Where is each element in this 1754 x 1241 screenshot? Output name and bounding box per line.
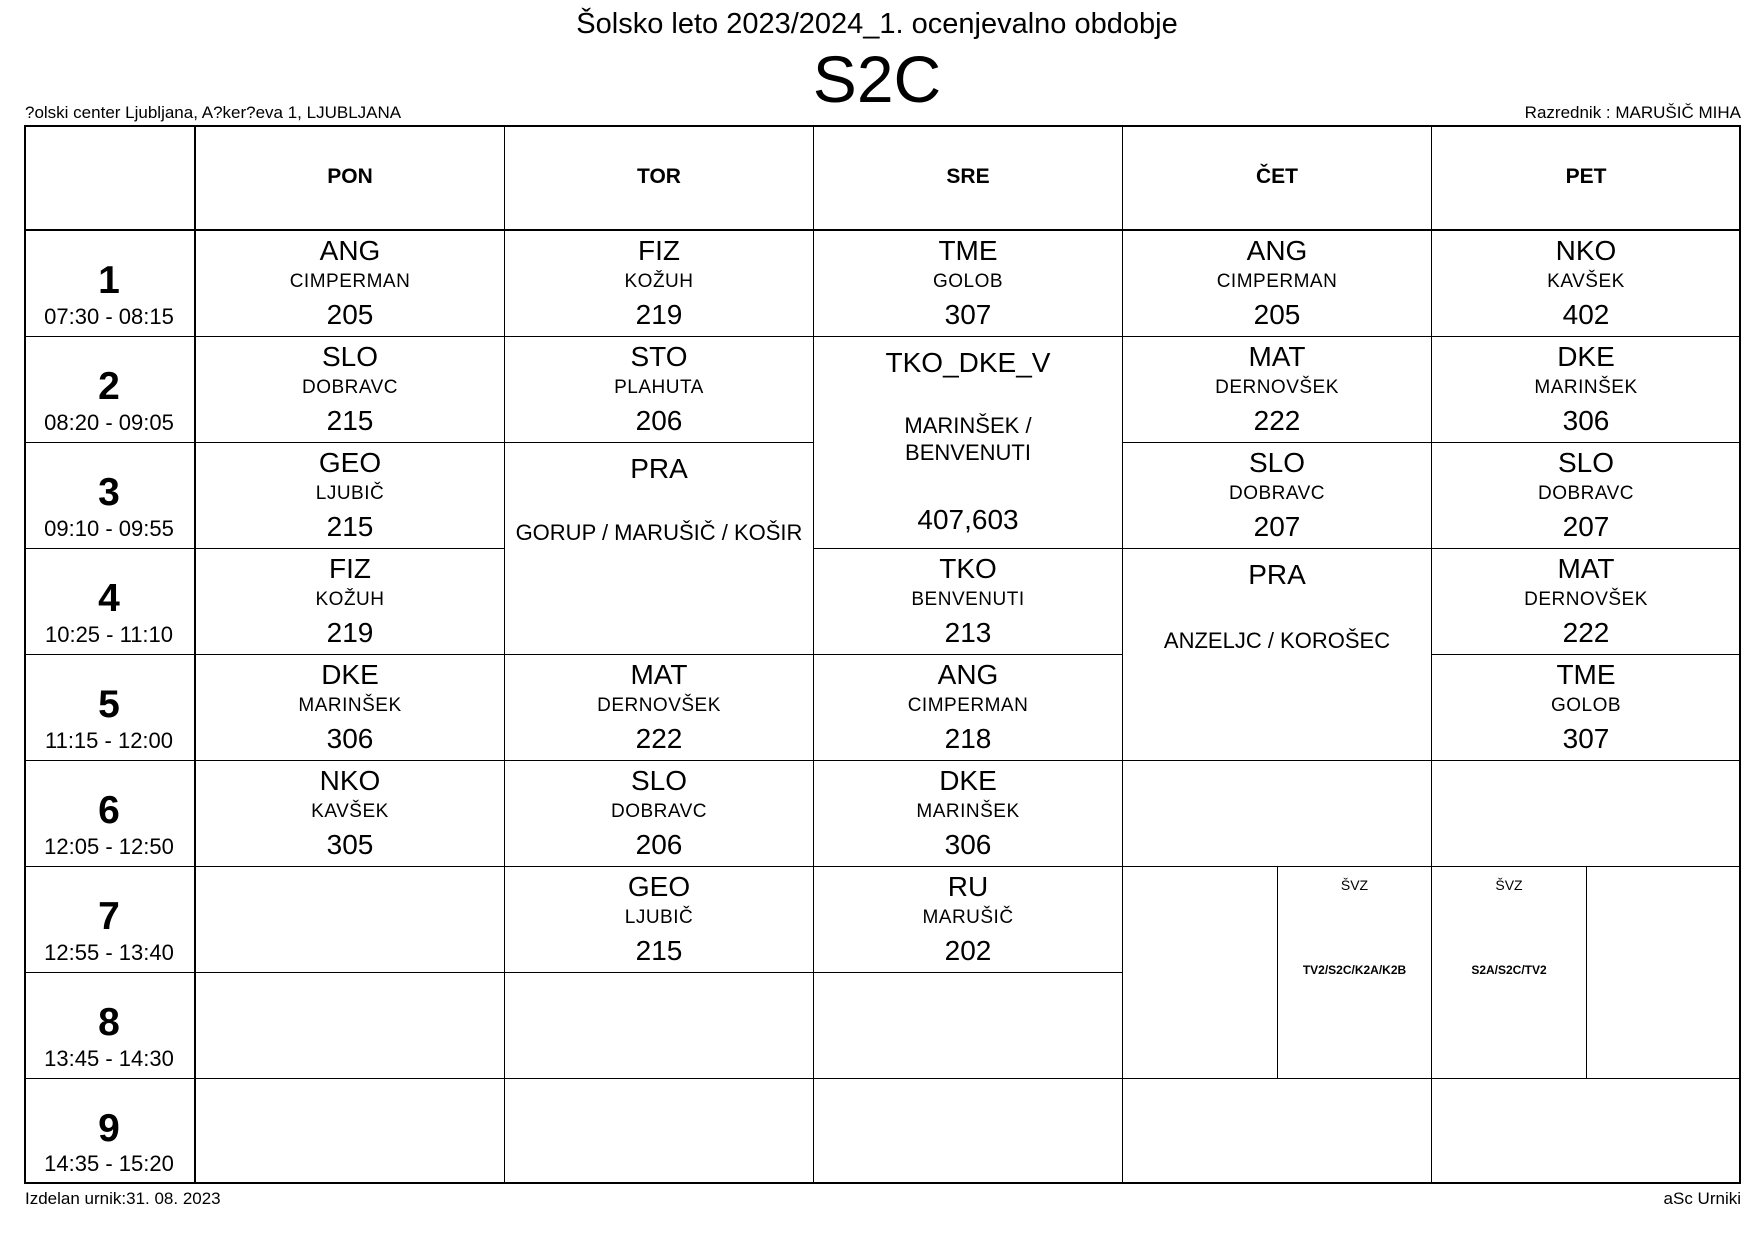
empty-subcell — [1123, 867, 1278, 1079]
period-time: 13:45 - 14:30 — [44, 1046, 174, 1071]
lesson-teacher: ANZELJC / KOROŠEC — [1163, 628, 1391, 653]
empty-cell — [1432, 761, 1741, 867]
lesson-room: 206 — [635, 829, 683, 860]
lesson-room: 206 — [635, 405, 683, 436]
merged-lesson-cell — [505, 443, 814, 655]
lesson-cell — [814, 549, 1123, 655]
period-number: 4 — [98, 577, 120, 620]
period-number: 3 — [98, 471, 120, 514]
period-row — [24, 1079, 196, 1184]
period-row — [24, 655, 196, 761]
lesson-room: 218 — [944, 723, 992, 754]
period-time: 12:05 - 12:50 — [44, 834, 174, 859]
lesson-teacher: MARINŠEK / BENVENUTI — [904, 413, 1032, 465]
day-header-tor: TOR — [505, 125, 814, 231]
lesson-teacher: MARINŠEK — [298, 695, 402, 716]
svz-groups: S2A/S2C/TV2 — [1471, 963, 1547, 977]
lesson-cell — [1432, 443, 1741, 549]
lesson-cell — [1123, 231, 1432, 337]
lesson-cell — [196, 761, 505, 867]
empty-cell — [814, 973, 1123, 1079]
period-number: 9 — [98, 1107, 120, 1150]
period-row — [24, 337, 196, 443]
lesson-cell — [814, 231, 1123, 337]
empty-cell — [196, 1079, 505, 1184]
period-row — [24, 443, 196, 549]
lesson-room: 306 — [944, 829, 992, 860]
period-time: 10:25 - 11:10 — [44, 622, 174, 647]
lesson-cell — [505, 231, 814, 337]
lesson-subject: TME — [938, 235, 998, 266]
empty-cell — [814, 1079, 1123, 1184]
day-header-pon: PON — [196, 125, 505, 231]
svz-label: ŠVZ — [1495, 877, 1523, 893]
lesson-teacher: BENVENUTI — [911, 589, 1025, 610]
period-time: 11:15 - 12:00 — [44, 728, 174, 753]
lesson-subject: DKE — [1557, 341, 1615, 372]
period-row — [24, 231, 196, 337]
merged-lesson-cell — [814, 337, 1123, 549]
lesson-teacher: DOBRAVC — [1537, 483, 1635, 504]
lesson-subject: ANG — [937, 659, 999, 690]
software-name: aSc Urniki — [1663, 1189, 1741, 1208]
period-row — [24, 549, 196, 655]
lesson-subject: PRA — [630, 453, 688, 484]
lesson-cell — [196, 549, 505, 655]
lesson-subject: ANG — [1246, 235, 1308, 266]
period-time: 12:55 - 13:40 — [44, 940, 174, 965]
empty-cell — [1123, 1079, 1432, 1184]
lesson-teacher: KAVŠEK — [311, 801, 389, 822]
lesson-room: 207 — [1562, 511, 1610, 542]
period-number: 1 — [98, 259, 120, 302]
lesson-teacher: LJUBIČ — [315, 483, 385, 504]
lesson-room: 213 — [944, 617, 992, 648]
period-number: 6 — [98, 789, 120, 832]
timetable-grid — [24, 125, 1741, 1184]
corner-cell — [24, 125, 196, 231]
lesson-room: 306 — [326, 723, 374, 754]
lesson-teacher: CIMPERMAN — [289, 271, 411, 292]
lesson-subject: MAT — [1248, 341, 1306, 372]
svz-cell — [1278, 867, 1432, 1079]
period-time: 07:30 - 08:15 — [44, 304, 174, 329]
lesson-teacher: DOBRAVC — [301, 377, 399, 398]
lesson-subject: PRA — [1248, 559, 1306, 590]
svz-cell — [1432, 867, 1587, 1079]
lesson-cell — [505, 761, 814, 867]
lesson-cell — [1432, 231, 1741, 337]
lesson-cell — [814, 761, 1123, 867]
lesson-teacher: DERNOVŠEK — [597, 695, 721, 716]
lesson-subject: SLO — [321, 341, 379, 372]
svz-label: ŠVZ — [1340, 877, 1369, 893]
lesson-cell — [1432, 549, 1741, 655]
period-row — [24, 973, 196, 1079]
lesson-cell — [505, 867, 814, 973]
lesson-cell — [196, 655, 505, 761]
lesson-cell — [814, 867, 1123, 973]
lesson-subject: ANG — [319, 235, 381, 266]
period-row — [24, 867, 196, 973]
lesson-subject: STO — [630, 341, 688, 372]
lesson-subject: TME — [1556, 659, 1616, 690]
period-number: 8 — [98, 1001, 120, 1044]
lesson-room: 205 — [326, 299, 374, 330]
class-teacher: Razrednik : MARUŠIČ MIHA — [1524, 103, 1741, 122]
lesson-cell — [505, 655, 814, 761]
empty-cell — [505, 973, 814, 1079]
lesson-subject: DKE — [321, 659, 379, 690]
lesson-teacher: DOBRAVC — [610, 801, 708, 822]
lesson-cell — [1123, 443, 1432, 549]
lesson-subject: MAT — [1557, 553, 1615, 584]
svz-groups: TV2/S2C/K2A/K2B — [1302, 963, 1407, 977]
period-number: 2 — [98, 365, 120, 408]
lesson-subject: MAT — [630, 659, 688, 690]
empty-cell — [1123, 761, 1432, 867]
day-header-sre: SRE — [814, 125, 1123, 231]
lesson-room: 219 — [635, 299, 683, 330]
lesson-room: 305 — [326, 829, 374, 860]
lesson-subject: NKO — [1555, 235, 1617, 266]
empty-subcell — [1587, 867, 1741, 1079]
lesson-room: 215 — [326, 511, 374, 542]
lesson-subject: NKO — [319, 765, 381, 796]
lesson-room: 205 — [1253, 299, 1301, 330]
lesson-subject: SLO — [1557, 447, 1615, 478]
lesson-subject: TKO_DKE_V — [885, 347, 1051, 378]
empty-cell — [1432, 1079, 1741, 1184]
lesson-teacher: KOŽUH — [624, 271, 694, 292]
empty-cell — [196, 867, 505, 973]
lesson-cell — [196, 337, 505, 443]
lesson-teacher: CIMPERMAN — [1216, 271, 1338, 292]
lesson-subject: RU — [947, 871, 989, 902]
period-time: 09:10 - 09:55 — [44, 516, 174, 541]
lesson-teacher: MARINŠEK — [1534, 377, 1638, 398]
lesson-subject: DKE — [939, 765, 997, 796]
period-number: 7 — [98, 895, 120, 938]
lesson-room: 307 — [944, 299, 992, 330]
lesson-teacher: LJUBIČ — [624, 907, 694, 928]
created-date: Izdelan urnik:31. 08. 2023 — [25, 1189, 221, 1208]
lesson-room: 306 — [1562, 405, 1610, 436]
lesson-teacher: DERNOVŠEK — [1524, 589, 1648, 610]
lesson-teacher: GORUP / MARUŠIČ / KOŠIR — [515, 520, 803, 545]
lesson-cell — [196, 231, 505, 337]
lesson-teacher: DERNOVŠEK — [1215, 377, 1339, 398]
lesson-subject: FIZ — [638, 235, 680, 266]
school-name: ?olski center Ljubljana, A?ker?eva 1, LJUBLJANA — [25, 103, 402, 122]
lesson-teacher: KAVŠEK — [1547, 271, 1625, 292]
lesson-cell — [1432, 655, 1741, 761]
day-header-pet: PET — [1432, 125, 1741, 231]
lesson-cell — [1432, 337, 1741, 443]
period-number: 5 — [98, 683, 120, 726]
period-time: 14:35 - 15:20 — [44, 1151, 174, 1176]
lesson-teacher: DOBRAVC — [1228, 483, 1326, 504]
lesson-room: 222 — [1253, 405, 1301, 436]
lesson-teacher: MARUŠIČ — [922, 907, 1014, 928]
lesson-cell — [814, 655, 1123, 761]
lesson-subject: GEO — [627, 871, 691, 902]
lesson-teacher: CIMPERMAN — [907, 695, 1029, 716]
lesson-teacher: KOŽUH — [315, 589, 385, 610]
lesson-subject: SLO — [1248, 447, 1306, 478]
lesson-room: 219 — [326, 617, 374, 648]
lesson-room: 307 — [1562, 723, 1610, 754]
lesson-subject: FIZ — [329, 553, 371, 584]
lesson-subject: SLO — [630, 765, 688, 796]
lesson-room: 407,603 — [917, 504, 1019, 535]
empty-cell — [196, 973, 505, 1079]
lesson-cell — [196, 443, 505, 549]
day-header-cet: ČET — [1123, 125, 1432, 231]
lesson-teacher: GOLOB — [1550, 695, 1622, 716]
lesson-room: 222 — [635, 723, 683, 754]
period-time: 08:20 - 09:05 — [44, 410, 174, 435]
lesson-room: 215 — [635, 935, 683, 966]
lesson-cell — [505, 337, 814, 443]
period-row — [24, 761, 196, 867]
lesson-room: 202 — [944, 935, 992, 966]
lesson-room: 215 — [326, 405, 374, 436]
lesson-room: 207 — [1253, 511, 1301, 542]
empty-cell — [505, 1079, 814, 1184]
merged-lesson-cell — [1123, 549, 1432, 761]
lesson-subject: GEO — [318, 447, 382, 478]
lesson-teacher: GOLOB — [932, 271, 1004, 292]
lesson-room: 222 — [1562, 617, 1610, 648]
lesson-cell — [1123, 337, 1432, 443]
lesson-teacher: MARINŠEK — [916, 801, 1020, 822]
class-title: S2C — [812, 42, 942, 116]
lesson-teacher: PLAHUTA — [614, 377, 704, 398]
year-title: Šolsko leto 2023/2024_1. ocenjevalno obdobje — [576, 8, 1178, 40]
lesson-subject: TKO — [939, 553, 997, 584]
lesson-room: 402 — [1562, 299, 1610, 330]
